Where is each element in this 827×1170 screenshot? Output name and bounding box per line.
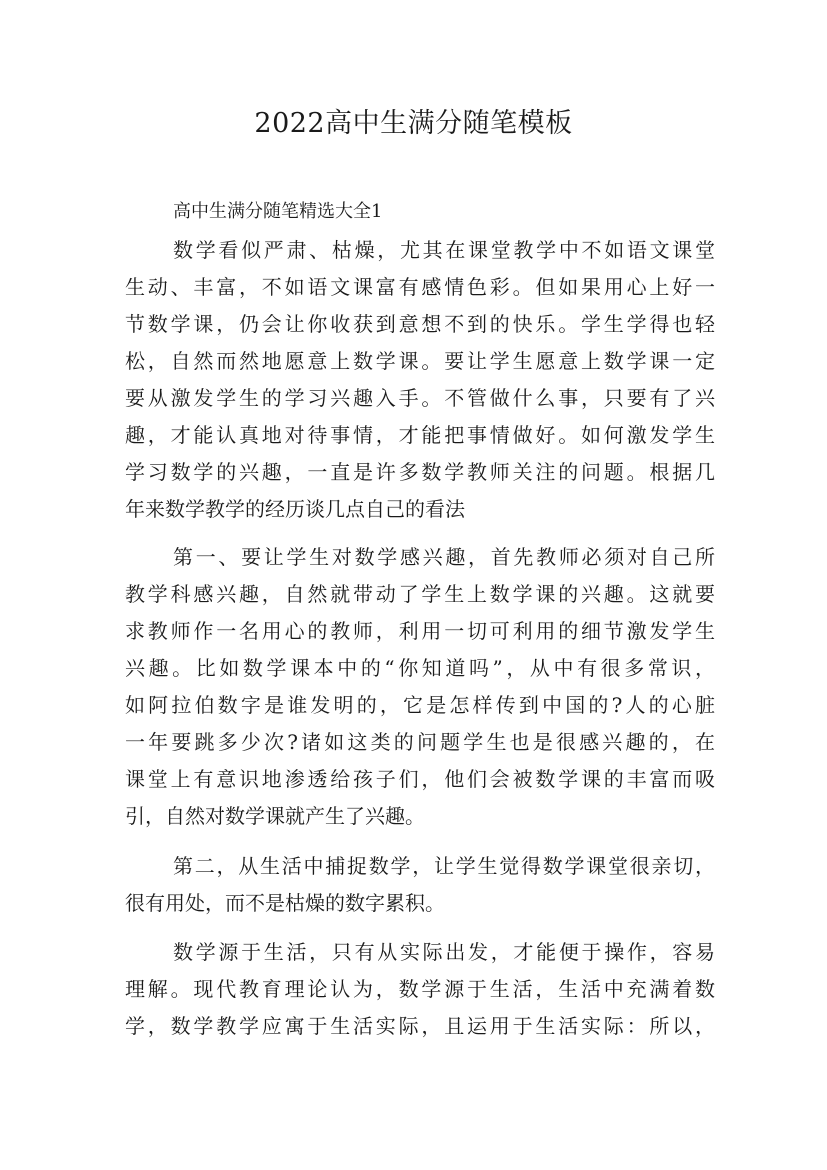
paragraph-line: 年来数学教学的经历谈几点自己的看法 [125,497,465,521]
paragraph-line: 课堂上有意识地渗透给孩子们，他们会被数学课的丰富而吸 [125,767,715,791]
paragraph-line: 要从激发学生的学习兴趣入手。不管做什么事，只要有了兴 [125,386,715,410]
section-heading: 高中生满分随笔精选大全1 [173,201,383,222]
paragraph-line: 生动、丰富，不如语文课富有感情色彩。但如果用心上好一 [125,275,715,299]
paragraph-line: 数学源于生活，只有从实际出发，才能便于操作，容易 [173,940,715,964]
paragraph-line: 第一、要让学生对数学感兴趣，首先教师必须对自己所 [173,545,715,569]
paragraph-line: 趣，才能认真地对待事情，才能把事情做好。如何激发学生 [125,423,715,447]
paragraph-line: 引，自然对数学课就产生了兴趣。 [125,804,425,828]
paragraph-line: 如阿拉伯数字是谁发明的，它是怎样传到中国的?人的心脏 [125,693,715,717]
document-title: 2022高中生满分随笔模板 [254,108,573,139]
paragraph-line: 松，自然而然地愿意上数学课。要让学生愿意上数学课一定 [125,349,715,373]
paragraph-line: 很有用处，而不是枯燥的数字累积。 [125,891,445,915]
paragraph-line: 第二，从生活中捕捉数学，让学生觉得数学课堂很亲切， [173,854,715,878]
paragraph-line: 节数学课，仍会让你收获到意想不到的快乐。学生学得也轻 [125,312,715,336]
paragraph-line: 理解。现代教育理论认为，数学源于生活，生活中充满着数 [125,977,715,1001]
paragraph-line: 学，数学教学应寓于生活实际，且运用于生活实际：所以， [125,1014,715,1038]
paragraph-line: 兴趣。比如数学课本中的“你知道吗”，从中有很多常识， [125,656,715,680]
paragraph-line: 数学看似严肃、枯燥，尤其在课堂教学中不如语文课堂 [173,238,715,262]
paragraph-line: 一年要跳多少次?诸如这类的问题学生也是很感兴趣的，在 [125,730,715,754]
paragraph-line: 教学科感兴趣，自然就带动了学生上数学课的兴趣。这就要 [125,582,715,606]
paragraph-line: 学习数学的兴趣，一直是许多数学教师关注的问题。根据几 [125,460,715,484]
paragraph-line: 求教师作一名用心的教师，利用一切可利用的细节激发学生 [125,619,715,643]
